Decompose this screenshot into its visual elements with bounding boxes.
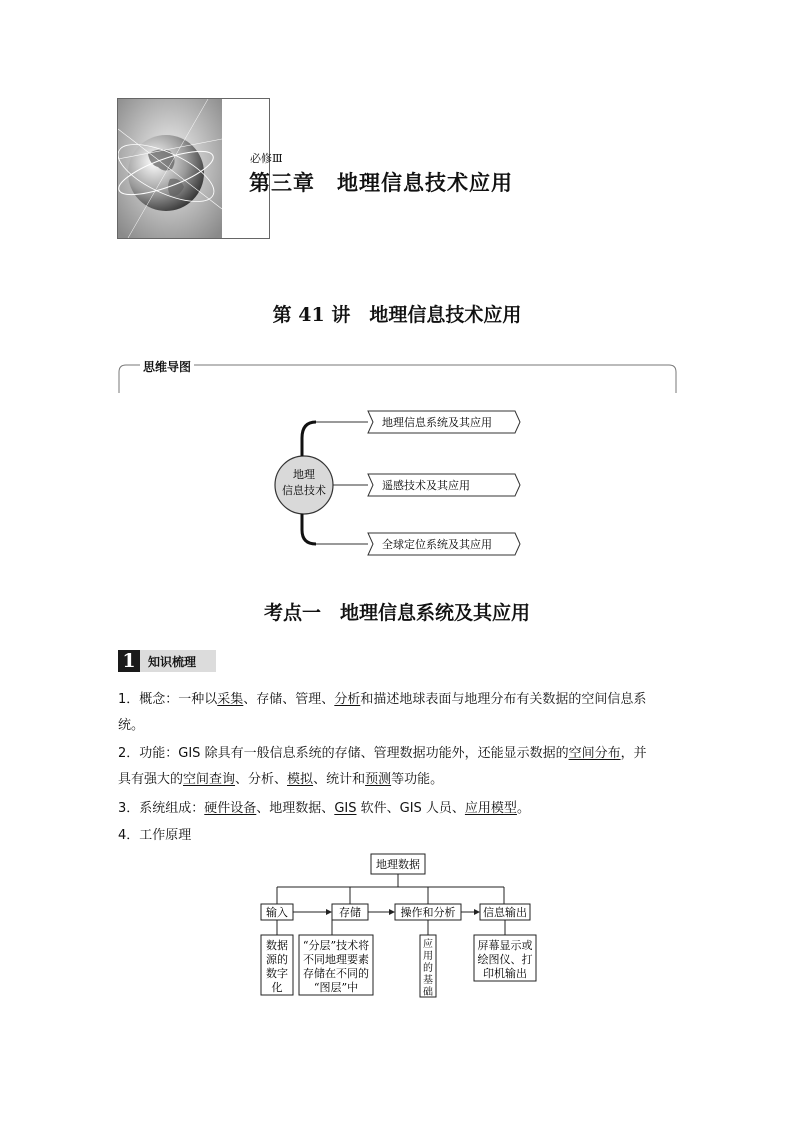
flow-note-text: 化 bbox=[271, 981, 283, 994]
flow-step: 操作和分析 bbox=[400, 906, 456, 919]
section-number: 1 bbox=[118, 650, 140, 672]
flow-note-text: 不同地理要素 bbox=[303, 953, 369, 966]
flow-step: 存储 bbox=[339, 906, 361, 919]
flow-top-label: 地理数据 bbox=[376, 858, 420, 871]
paragraph-function: 2．功能：GIS 除具有一般信息系统的存储、管理数据功能外，还能显示数据的空间分布，并 具有强大的空间查询、分析、模拟、统计和预测等功能。 bbox=[118, 746, 647, 787]
flow-note-text: 用 bbox=[423, 951, 433, 962]
flow-step: 信息输出 bbox=[483, 906, 527, 919]
mind-map-branch: 全球定位系统及其应用 bbox=[382, 538, 492, 551]
globe-image bbox=[118, 99, 222, 238]
flow-note-text: 应 bbox=[423, 939, 433, 950]
flow-note-text: 印机输出 bbox=[483, 967, 527, 980]
workflow-diagram bbox=[255, 852, 545, 1000]
flow-note-text: 存储在不同的 bbox=[303, 967, 369, 980]
flow-note-text: 源的 bbox=[266, 953, 288, 966]
lecture-title: 第 41 讲 地理信息技术应用 bbox=[272, 304, 522, 326]
flow-note-text: 绘图仪、打 bbox=[477, 953, 533, 966]
mind-map-branch: 遥感技术及其应用 bbox=[382, 479, 470, 492]
flow-note-text: 础 bbox=[423, 987, 433, 998]
mind-map-frame bbox=[118, 364, 677, 394]
flow-note-text: 数据 bbox=[266, 939, 288, 952]
chapter-title: 第三章 地理信息技术应用 bbox=[249, 171, 513, 195]
flow-note-text: 屏幕显示或 bbox=[477, 939, 533, 952]
flow-note-text: 数字 bbox=[266, 967, 288, 980]
mind-map-center-line2: 信息技术 bbox=[282, 484, 326, 497]
section-label: 知识梳理 bbox=[148, 655, 197, 669]
flow-note-text: 的 bbox=[423, 963, 433, 974]
flow-note-text: “分层”技术将 bbox=[302, 939, 370, 952]
kaodian-title: 考点一 地理信息系统及其应用 bbox=[263, 602, 530, 624]
flow-note-text: 基 bbox=[423, 975, 433, 986]
flow-step: 输入 bbox=[266, 906, 288, 919]
mind-map-branch: 地理信息系统及其应用 bbox=[382, 416, 492, 429]
chapter-subtitle: 必修Ⅲ bbox=[250, 152, 283, 165]
mind-map-center-line1: 地理 bbox=[293, 468, 315, 481]
mind-map-label: 思维导图 bbox=[140, 358, 194, 375]
mind-map-diagram bbox=[270, 408, 525, 558]
paragraph-concept: 1．概念：一种以采集、存储、管理、分析和描述地球表面与地理分布有关数据的空间信息系 统。 bbox=[118, 692, 647, 733]
paragraph-principle: 4．工作原理 bbox=[118, 828, 192, 843]
flow-note-text: “图层”中 bbox=[313, 981, 359, 994]
paragraph-components: 3．系统组成：硬件设备、地理数据、GIS 软件、GIS 人员、应用模型。 bbox=[118, 801, 530, 816]
